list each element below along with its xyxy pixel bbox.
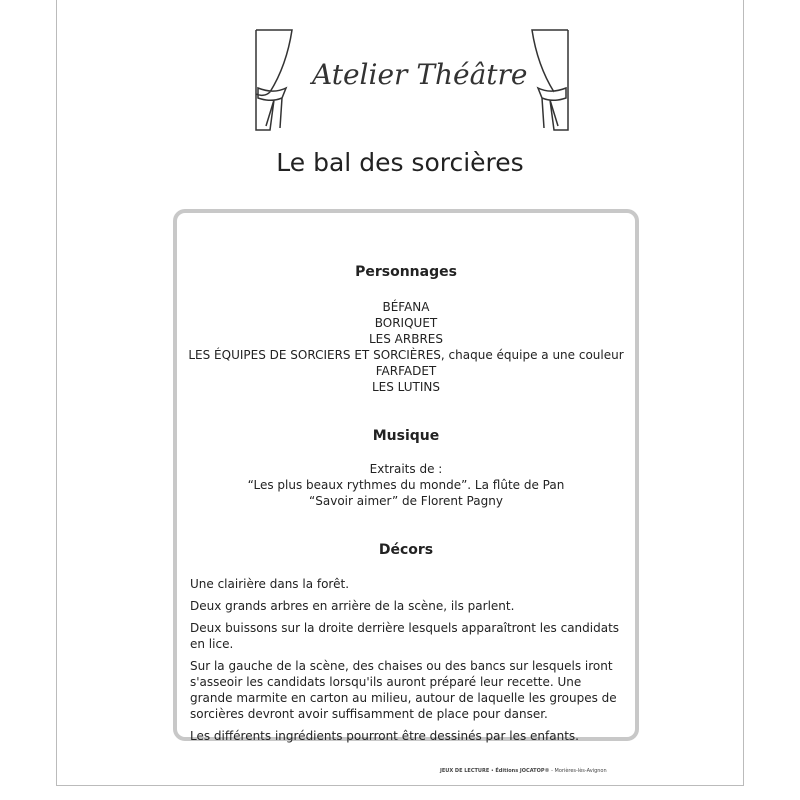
character-item: LES LUTINS [371,380,441,394]
logo-text: Atelier Théâtre [312,58,528,91]
character-item: BORIQUET [374,316,438,330]
musique-section [173,428,639,509]
decors-heading: Décors [378,542,434,558]
music-line: “Savoir aimer” de Florent Pagny [309,494,503,508]
musique-heading: Musique [372,428,440,444]
personnages-heading: Personnages [355,264,457,280]
footer [440,768,607,774]
personnages-section [173,264,639,395]
music-line: Extraits de : [369,462,443,476]
character-item: LES ÉQUIPES DE SORCIERS ET SORCIÈRES, chaque équipe a une couleur [188,348,624,362]
footer-place: - Morières-lès-Avignon [551,768,607,774]
character-item: LES ARBRES [368,332,443,346]
decors-section [190,576,625,750]
footer-series: JEUX DE LECTURE [440,768,490,774]
footer-bullet: • [490,768,494,774]
footer-publisher: Éditions JOCATOP® [495,768,550,774]
page-title: Le bal des sorcières [276,148,524,177]
decor-paragraph: Les différents ingrédients pourront être dessinés par les enfants. [190,729,579,743]
character-item: BÉFANA [382,300,430,314]
decor-paragraph: Deux buissons sur la droite derrière lesquels apparaîtront les candidats en lice. [190,621,620,651]
music-line: “Les plus beaux rythmes du monde”. La flûte de Pan [247,478,565,492]
decor-paragraph: Deux grands arbres en arrière de la scène, ils parlent. [190,599,515,613]
decor-paragraph: Une clairière dans la forêt. [190,577,350,591]
decors-heading-wrap [173,542,639,558]
character-item: FARFADET [375,364,437,378]
decor-paragraph: Sur la gauche de la scène, des chaises ou des bancs sur lesquels iront s'asseoir les candidats lorsqu'ils auront préparé leur recette. Une grande marmite en carton au milieu, autour de laquelle les groupes de sorcières devront avoir suffisamment de place pour danser. [190,659,617,721]
